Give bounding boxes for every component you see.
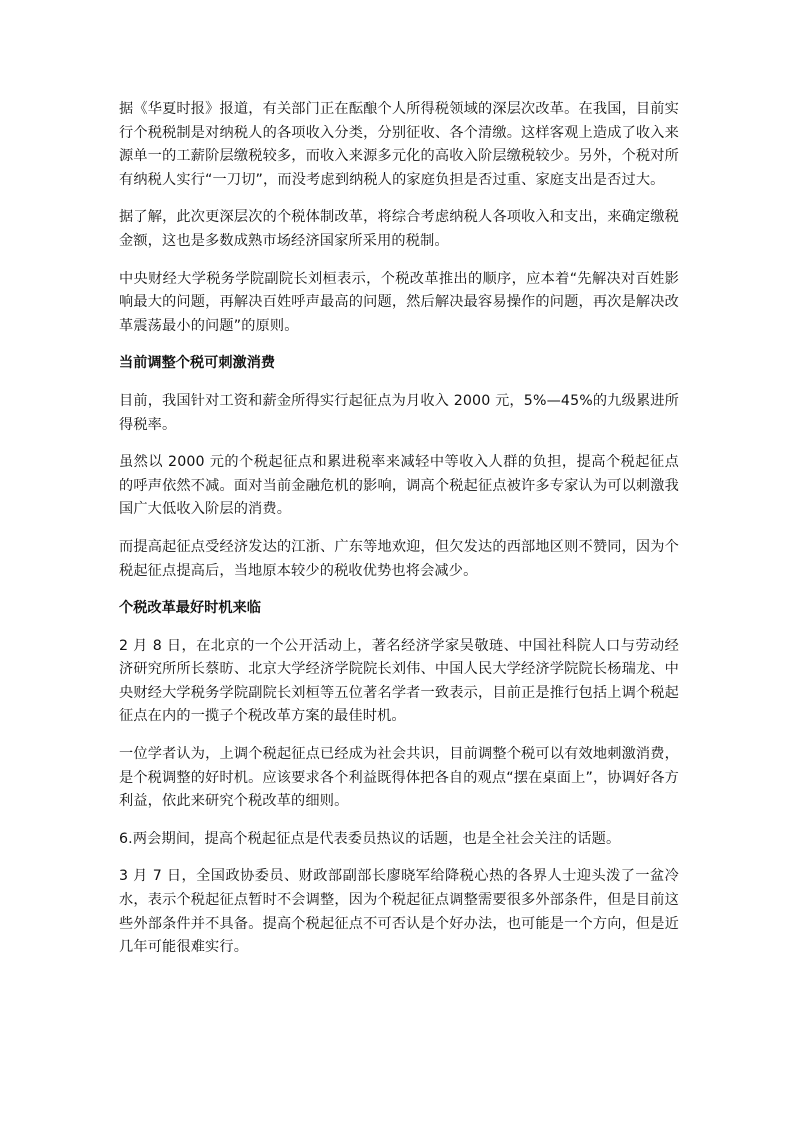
paragraph-two-sessions: 6.两会期间，提高个税起征点是代表委员热议的话题，也是全社会关注的话题。	[119, 830, 621, 847]
paragraph-official-response: 3 月 7 日，全国政协委员、财政部副部长廖晓军给降税心热的各界人士迎头泼了一盆冷水，表示个税起征点暂时不会调整，因为个税起征点调整需要很多外部条件，但是目前这些外部条件并不具备。提高个税起征点不可否认是个好办法，也可能是一个方向，但是近几年可能很难实行。	[119, 868, 679, 956]
paragraph-intro: 据《华夏时报》报道，有关部门正在酝酿个人所得税领域的深层次改革。在我国，目前实行个税税制是对纳税人的各项收入分类，分别征收、各个清缴。这样客观上造成了收入来源单一的工薪阶层缴税较多，而收入来源多元化的高收入阶层缴税较少。另外，个税对所有纳税人实行“一刀切”，而没考虑到纳税人的家庭负担是否过重、家庭支出是否过大。	[119, 101, 679, 188]
paragraph-consensus: 一位学者认为，上调个税起征点已经成为社会共识，目前调整个税可以有效地刺激消费，是个税调整的好时机。应该要求各个利益既得体把各自的观点“摆在桌面上”，协调好各方利益，依此来研究个税改革的细则。	[119, 746, 679, 810]
paragraph-current-threshold: 目前，我国针对工资和薪金所得实行起征点为月收入 2000 元，5%—45%的九级累进所得税率。	[119, 392, 679, 433]
paragraph-raise-threshold: 虽然以 2000 元的个税起征点和累进税率来减轻中等收入人群的负担，提高个税起征点的呼声依然不减。面对当前金融危机的影响，调高个税起征点被许多专家认为可以刺激我国广大低收入阶层的消费。	[119, 454, 679, 518]
document-page	[119, 98, 679, 974]
paragraph-regional-views: 而提高起征点受经济发达的江浙、广东等地欢迎，但欠发达的西部地区则不赞同，因为个税起征点提高后，当地原本较少的税收优势也将会减少。	[119, 538, 679, 579]
paragraph-reform-order: 中央财经大学税务学院副院长刘桓表示，个税改革推出的顺序，应本着“先解决对百姓影响最大的问题，再解决百姓呼声最高的问题，然后解决最容易操作的问题，再次是解决改革震荡最小的问题”的原则。	[119, 270, 679, 334]
section-heading-consumption: 当前调整个税可刺激消费	[119, 355, 276, 372]
paragraph-scholars: 2 月 8 日，在北京的一个公开活动上，著名经济学家吴敬琏、中国社科院人口与劳动经济研究所所长蔡昉、北京大学经济学院院长刘伟、中国人民大学经济学院院长杨瑞龙、中央财经大学税务学院副院长刘桓等五位著名学者一致表示，目前正是推行包括上调个税起征点在内的一揽子个税改革方案的最佳时机。	[119, 637, 679, 725]
section-heading-best-timing: 个税改革最好时机来临	[119, 600, 261, 617]
paragraph-reform-scope: 据了解，此次更深层次的个税体制改革，将综合考虑纳税人各项收入和支出，来确定缴税金额，这也是多数成熟市场经济国家所采用的税制。	[119, 209, 679, 249]
